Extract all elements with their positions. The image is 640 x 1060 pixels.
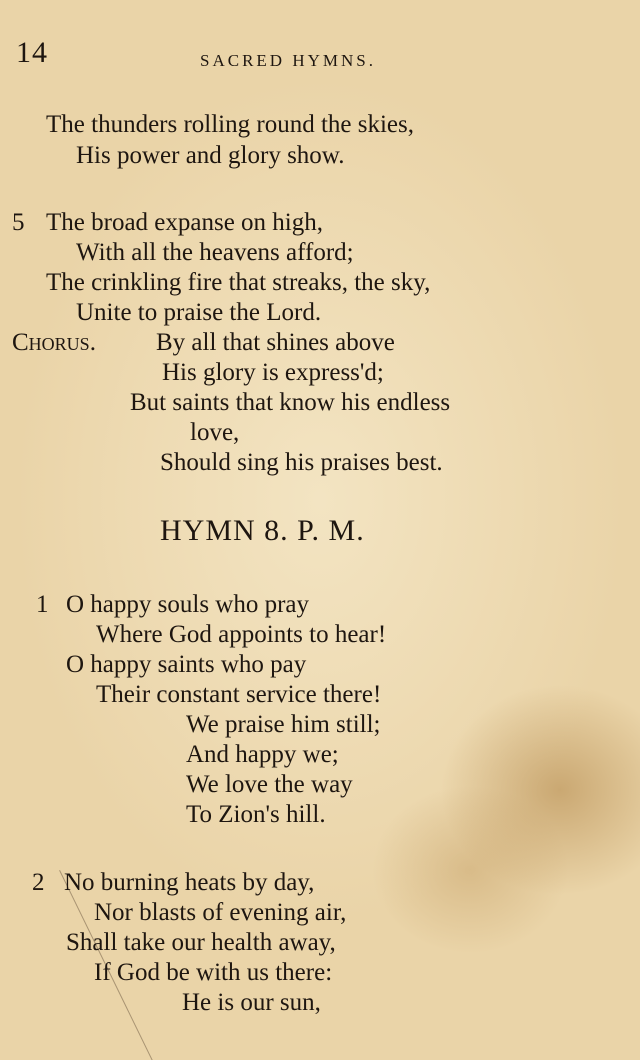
verse-line: Shall take our health away,: [66, 929, 336, 956]
verse-line: Their constant service there!: [96, 681, 382, 708]
verse-line: O happy souls who pray: [66, 591, 310, 618]
verse-line: To Zion's hill.: [186, 801, 326, 828]
verse-line: The broad expanse on high,: [46, 209, 324, 236]
verse-line: His power and glory show.: [76, 142, 345, 169]
verse-line: Where God appoints to hear!: [96, 621, 387, 648]
verse-line: No burning heats by day,: [64, 869, 315, 896]
verse-line: O happy saints who pay: [66, 651, 307, 678]
verse-line: We love the way: [186, 771, 353, 798]
verse-line: And happy we;: [186, 741, 339, 768]
chorus-label: Chorus.: [12, 329, 96, 356]
page-number: 14: [16, 36, 48, 69]
stanza-number: 5: [12, 209, 25, 236]
chorus-line: love,: [190, 419, 240, 446]
verse-line: If God be with us there:: [94, 959, 333, 986]
verse-line: Unite to praise the Lord.: [76, 299, 322, 326]
verse-line: He is our sun,: [182, 989, 321, 1016]
verse-line: The crinkling fire that streaks, the sky,: [46, 269, 431, 296]
verse-line: Nor blasts of evening air,: [94, 899, 347, 926]
stanza-number: 1: [36, 591, 49, 618]
verse-line: With all the heavens afford;: [76, 239, 354, 266]
chorus-line: By all that shines above: [156, 329, 395, 356]
stanza-number: 2: [32, 869, 45, 896]
chorus-line: But saints that know his endless: [130, 389, 451, 416]
verse-line: The thunders rolling round the skies,: [46, 111, 414, 138]
running-title: SACRED HYMNS.: [200, 51, 376, 70]
verse-line: We praise him still;: [186, 711, 381, 738]
hymn-title: HYMN 8. P. M.: [160, 514, 365, 547]
chorus-line: Should sing his praises best.: [160, 449, 443, 476]
chorus-line: His glory is express'd;: [162, 359, 384, 386]
